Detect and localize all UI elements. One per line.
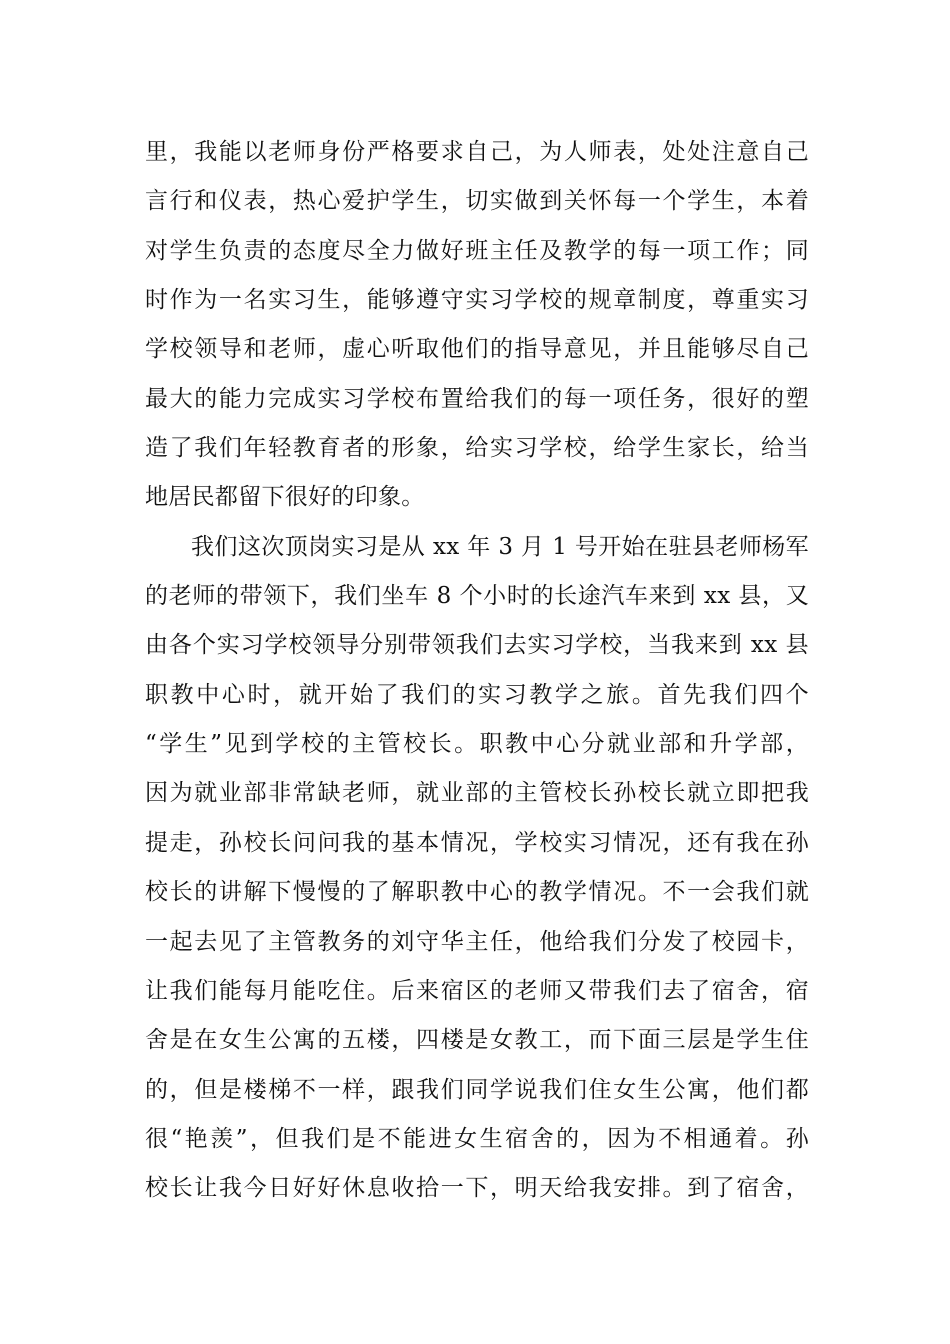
text-line: 造了我们年轻教育者的形象，给实习学校，给学生家长，给当 <box>145 435 809 462</box>
text-line: 的老师的带领下，我们坐车 8 个小时的长途汽车来到 xx 县，又 <box>145 583 809 610</box>
text-line: 地居民都留下很好的印象。 <box>145 484 425 511</box>
text-line: 让我们能每月能吃住。后来宿区的老师又带我们去了宿舍，宿 <box>145 977 809 1004</box>
text-line: 的，但是楼梯不一样，跟我们同学说我们住女生公寓，他们都 <box>145 1076 809 1103</box>
text-line: 对学生负责的态度尽全力做好班主任及教学的每一项工作；同 <box>145 237 809 264</box>
text-line: 校长的讲解下慢慢的了解职教中心的教学情况。不一会我们就 <box>145 879 809 906</box>
text-line: 我们这次顶岗实习是从 xx 年 3 月 1 号开始在驻县老师杨军 <box>191 533 809 560</box>
text-line: 校长让我今日好好休息收拾一下，明天给我安排。到了宿舍， <box>145 1175 809 1202</box>
text-line: 职教中心时，就开始了我们的实习教学之旅。首先我们四个 <box>145 681 809 708</box>
text-line: 一起去见了主管教务的刘守华主任，他给我们分发了校园卡， <box>145 928 809 955</box>
text-line: 提走，孙校长问问我的基本情况，学校实习情况，还有我在孙 <box>145 829 809 856</box>
text-line: 最大的能力完成实习学校布置给我们的每一项任务，很好的塑 <box>145 385 809 412</box>
text-line: 学校领导和老师，虚心听取他们的指导意见，并且能够尽自己 <box>145 336 809 363</box>
text-line: 因为就业部非常缺老师，就业部的主管校长孙校长就立即把我 <box>145 780 809 807</box>
text-line: 里，我能以老师身份严格要求自己，为人师表，处处注意自己 <box>145 139 809 165</box>
text-line: 舍是在女生公寓的五楼，四楼是女教工，而下面三层是学生住 <box>145 1027 809 1054</box>
text-line: 时作为一名实习生，能够遵守实习学校的规章制度，尊重实习 <box>145 287 809 314</box>
text-line: 很“艳羡”，但我们是不能进女生宿舍的，因为不相通着。孙 <box>145 1125 809 1152</box>
text-line: “学生”见到学校的主管校长。职教中心分就业部和升学部， <box>145 731 809 758</box>
document-body <box>145 128 809 1214</box>
text-line: 言行和仪表，热心爱护学生，切实做到关怀每一个学生，本着 <box>145 188 809 215</box>
text-line: 由各个实习学校领导分别带领我们去实习学校，当我来到 xx 县 <box>145 632 809 659</box>
